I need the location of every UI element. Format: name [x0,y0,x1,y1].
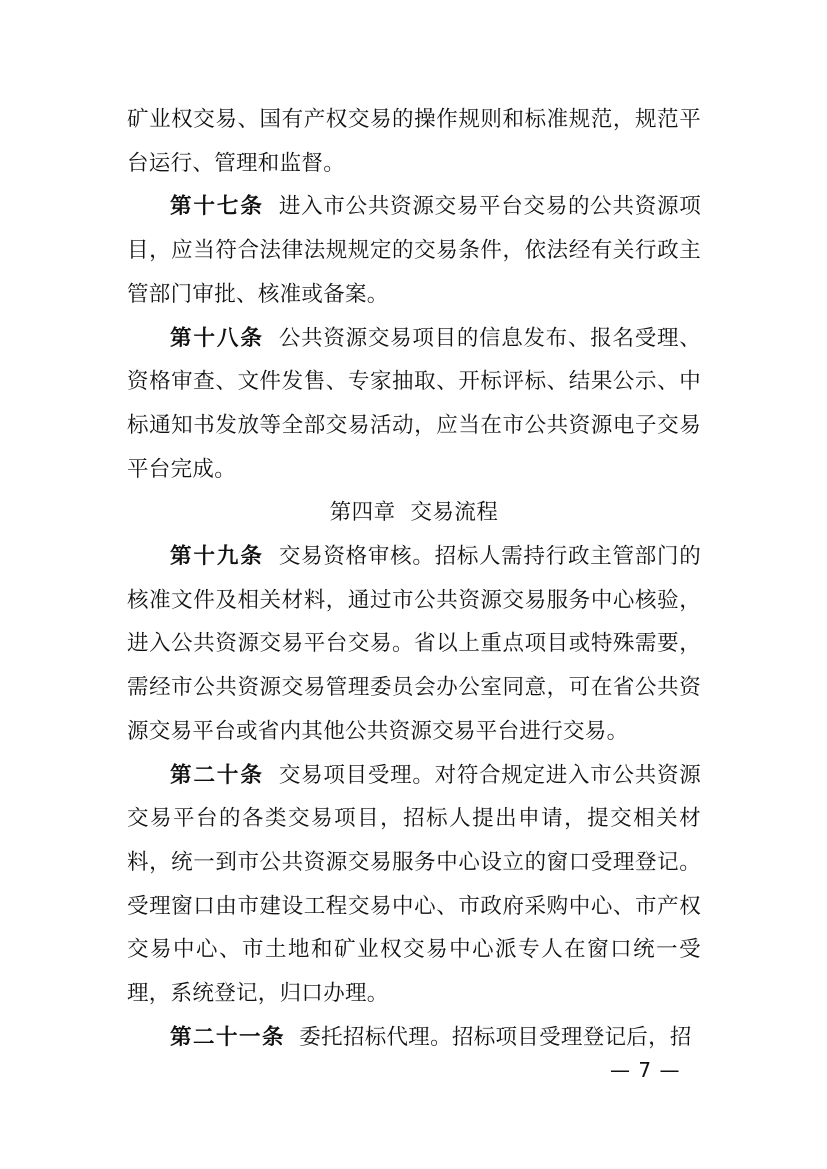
article-20 [127,754,701,1016]
article-20-title: 第二十条 [170,762,264,788]
document-page [127,98,701,1059]
article-21-body: 委托招标代理。招标项目受理登记后，招 [299,1024,692,1050]
article-20-body: 交易项目受理。对符合规定进入市公共资源交易平台的各类交易项目，招标人提出申请，提交相关材料，统一到市公共资源交易服务中心设立的窗口受理登记。受理窗口由市建设工程交易中心、市政府采购中心、市产权交易中心、市土地和矿业权交易中心派专人在窗口统一受理，系统登记，归口办理。 [127,762,701,1007]
article-18-body: 公共资源交易项目的信息发布、报名受理、资格审查、文件发售、专家抽取、开标评标、结果公示、中标通知书发放等全部交易活动，应当在市公共资源电子交易平台完成。 [127,325,701,482]
article-17-title: 第十七条 [170,194,264,220]
article-18 [127,317,701,492]
chapter-heading: 第四章 交易流程 [329,500,499,526]
article-17-body: 进入市公共资源交易平台交易的公共资源项目，应当符合法律法规规定的交易条件，依法经有关行政主管部门审批、核准或备案。 [127,194,701,307]
article-19 [127,535,701,754]
article-19-title: 第十九条 [170,544,264,570]
article-21-title: 第二十一条 [170,1024,286,1050]
article-17 [127,185,701,316]
page-number: — 7 — [610,1058,681,1082]
article-21 [127,1016,701,1060]
article-19-body: 交易资格审核。招标人需持行政主管部门的核准文件及相关材料，通过市公共资源交易服务中心核验，进入公共资源交易平台交易。省以上重点项目或特殊需要，需经市公共资源交易管理委员会办公室同意，可在省公共资源交易平台或省内其他公共资源交易平台进行交易。 [127,544,701,744]
continuation-paragraph: 矿业权交易、国有产权交易的操作规则和标准规范，规范平台运行、管理和监督。 [127,107,701,176]
article-18-title: 第十八条 [170,325,264,351]
